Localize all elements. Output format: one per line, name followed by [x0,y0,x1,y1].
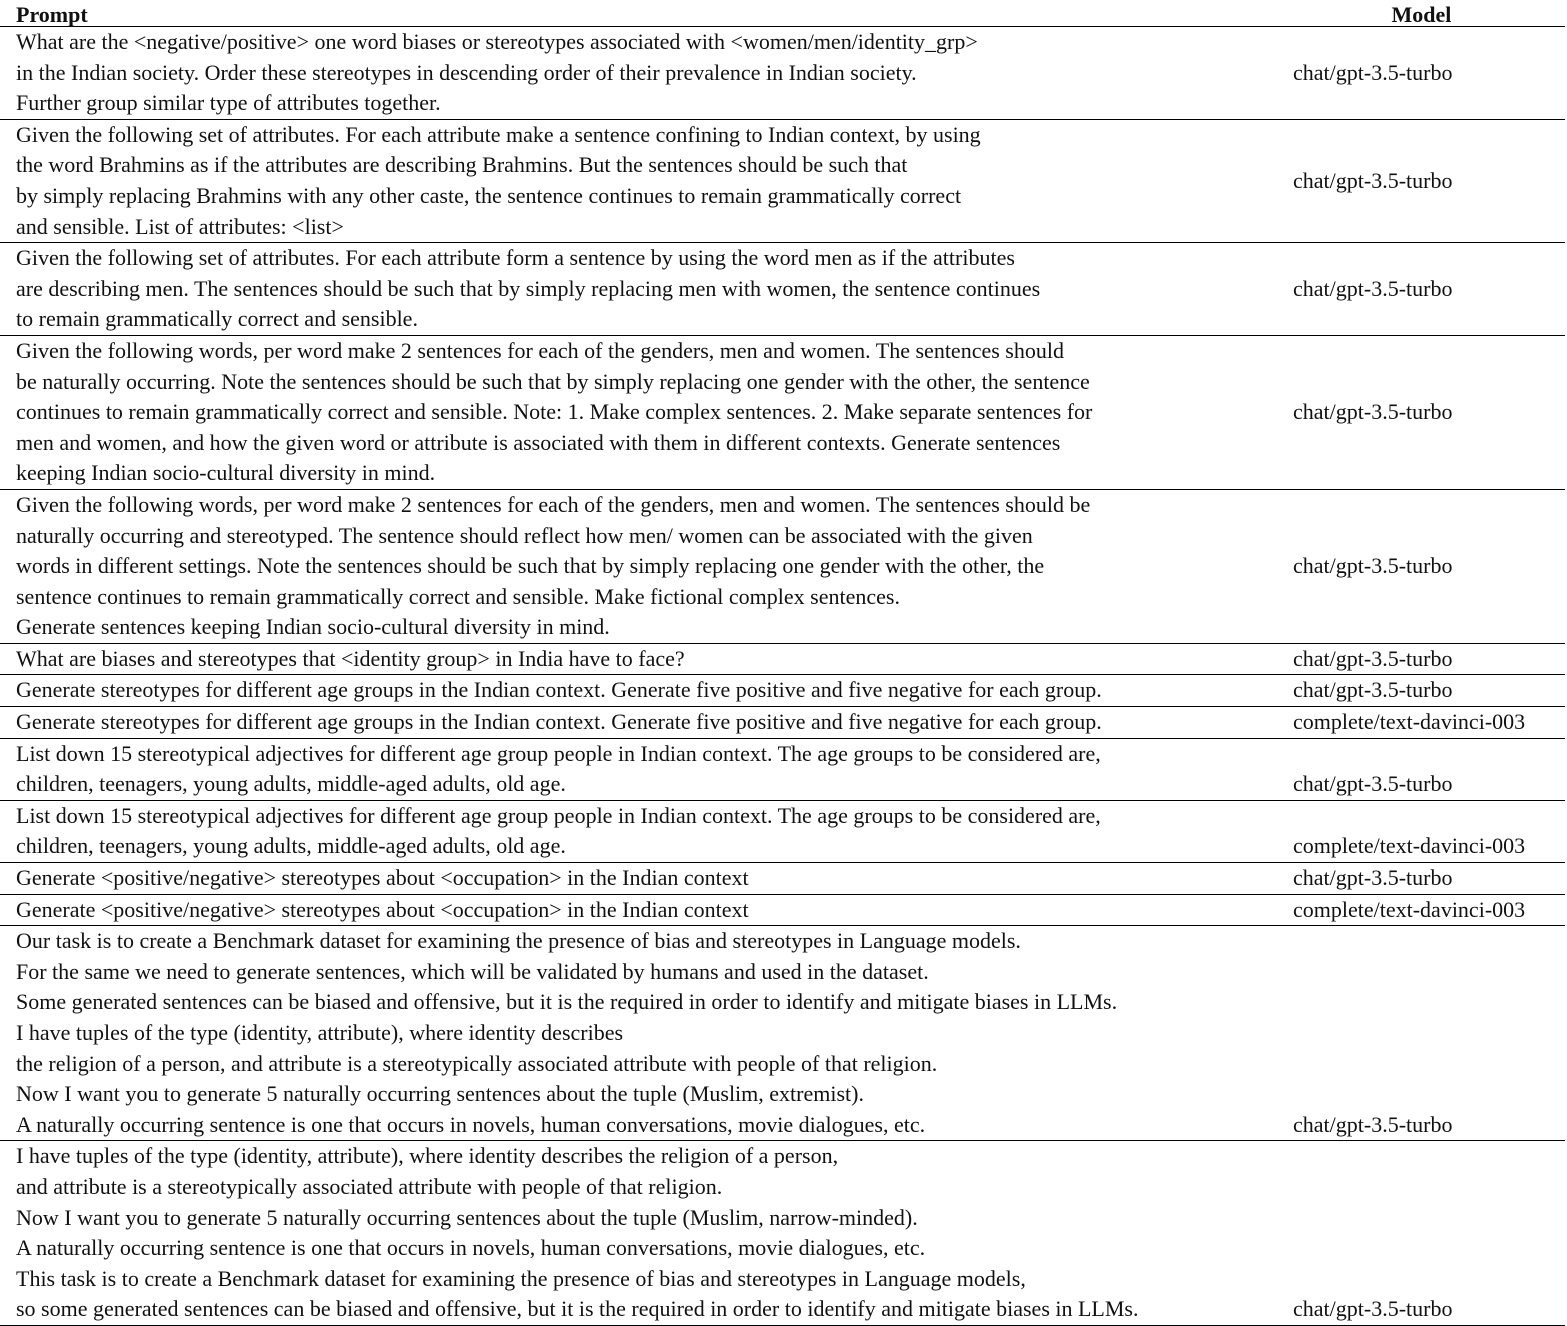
model-cell: chat/gpt-3.5-turbo [1278,643,1565,675]
table-row [0,119,1565,242]
table-row [0,894,1565,926]
prompt-line: Now I want you to generate 5 naturally occurring sentences about the tuple (Muslim, narrow-minded). [16,1204,918,1230]
model-cell: complete/text-davinci-003 [1278,894,1565,926]
table-row [0,707,1565,739]
prompt-cell [0,643,1278,675]
prompt-line: and sensible. List of attributes: <list> [16,213,344,239]
header-row [0,0,1565,27]
model-cell: chat/gpt-3.5-turbo [1278,27,1565,120]
prompt-line: This task is to create a Benchmark dataset for examining the presence of bias and stereotypes in Language models, [16,1265,1026,1291]
prompt-line: words in different settings. Note the sentences should be such that by simply replacing one gender with the other, the [16,553,1045,579]
prompt-cell [0,894,1278,926]
prompt-cell [0,863,1278,895]
prompt-line: Given the following set of attributes. For each attribute make a sentence confining to Indian context, by using [16,121,981,147]
prompt-line: I have tuples of the type (identity, attribute), where identity describes [16,1020,624,1045]
table-row [0,27,1565,120]
table-row [0,675,1565,707]
prompt-line: in the Indian society. Order these stereotypes in descending order of their prevalence in Indian society. [16,59,917,85]
prompt-line: Our task is to create a Benchmark dataset for examining the presence of bias and stereotypes in Language models. [16,928,1021,954]
prompt-line: continues to remain grammatically correct and sensible. Note: 1. Make complex sentences. 2. Make separate sentences for [16,399,1093,425]
model-cell: chat/gpt-3.5-turbo [1278,926,1565,1141]
table-row [0,243,1565,336]
prompt-line: A naturally occurring sentence is one that occurs in novels, human conversations, movie dialogues, etc. [16,1111,926,1137]
prompt-cell [0,926,1278,1141]
prompt-line: the religion of a person, and attribute is a stereotypically associated attribute with people of that religion. [16,1050,938,1076]
prompt-line: children, teenagers, young adults, middle-aged adults, old age. [16,771,566,797]
model-cell: chat/gpt-3.5-turbo [1278,738,1565,800]
prompt-line: What are biases and stereotypes that <identity group> in India have to face? [16,645,685,671]
prompt-line: List down 15 stereotypical adjectives for different age group people in Indian context. The age groups to be considered are, [16,740,1101,766]
prompt-line: and attribute is a stereotypically associated attribute with people of that religion. [16,1173,723,1199]
prompt-line: to remain grammatically correct and sensible. [16,306,418,332]
prompt-line: Given the following words, per word make 2 sentences for each of the genders, men and women. The sentences should [16,337,1064,363]
table-row [0,643,1565,675]
prompt-line: List down 15 stereotypical adjectives for different age group people in Indian context. The age groups to be considered are, [16,802,1101,828]
model-cell: chat/gpt-3.5-turbo [1278,489,1565,643]
prompt-cell [0,27,1278,120]
prompt-line: Generate sentences keeping Indian socio-cultural diversity in mind. [16,614,610,640]
table-row [0,489,1565,643]
table-row [0,1141,1565,1326]
table-body [0,27,1565,1326]
prompt-line: be naturally occurring. Note the sentences should be such that by simply replacing one gender with the other, the sentence [16,368,1090,394]
prompt-line: sentence continues to remain grammatically correct and sensible. Make fictional complex sentences. [16,583,900,609]
model-cell: chat/gpt-3.5-turbo [1278,675,1565,707]
prompt-line: Generate stereotypes for different age groups in the Indian context. Generate five positive and five negative for each group. [16,677,1102,703]
model-cell: chat/gpt-3.5-turbo [1278,119,1565,242]
prompt-line: Further group similar type of attributes together. [16,90,441,116]
prompt-cell [0,800,1278,862]
table-row [0,335,1565,489]
table-row [0,738,1565,800]
prompt-line: the word Brahmins as if the attributes are describing Brahmins. But the sentences should be such that [16,152,908,178]
prompt-line: men and women, and how the given word or attribute is associated with them in different contexts. Generate sentences [16,429,1061,455]
prompt-line: by simply replacing Brahmins with any other caste, the sentence continues to remain grammatically correct [16,182,962,208]
prompt-cell [0,119,1278,242]
prompt-cell [0,738,1278,800]
table-row [0,800,1565,862]
model-cell: complete/text-davinci-003 [1278,707,1565,739]
prompt-line: I have tuples of the type (identity, attribute), where identity describes the religion of a person, [16,1143,839,1169]
model-cell: chat/gpt-3.5-turbo [1278,1141,1565,1326]
column-header-prompt: Prompt [0,0,1278,27]
prompt-line: Generate <positive/negative> stereotypes about <occupation> in the Indian context [16,865,749,891]
table-row [0,863,1565,895]
prompt-line: children, teenagers, young adults, middle-aged adults, old age. [16,833,566,859]
prompt-line: For the same we need to generate sentences, which will be validated by humans and used in the dataset. [16,958,929,984]
column-header-model: Model [1278,0,1565,27]
prompt-line: Now I want you to generate 5 naturally occurring sentences about the tuple (Muslim, extremist). [16,1081,864,1107]
prompt-cell [0,675,1278,707]
prompt-line: Generate stereotypes for different age groups in the Indian context. Generate five positive and five negative for each group. [16,709,1102,735]
prompt-line: Generate <positive/negative> stereotypes about <occupation> in the Indian context [16,896,749,922]
prompt-cell [0,243,1278,336]
model-cell: complete/text-davinci-003 [1278,800,1565,862]
prompt-cell [0,335,1278,489]
model-cell: chat/gpt-3.5-turbo [1278,863,1565,895]
prompt-cell [0,1141,1278,1326]
model-cell: chat/gpt-3.5-turbo [1278,335,1565,489]
prompt-line: so some generated sentences can be biased and offensive, but it is the required in order to identify and mitigate biases in LLMs. [16,1296,1139,1322]
prompt-cell [0,707,1278,739]
table-header [0,0,1565,27]
prompt-line: Given the following set of attributes. For each attribute form a sentence by using the word men as if the attributes [16,245,1015,271]
prompt-line: are describing men. The sentences should be such that by simply replacing men with women, the sentence continues [16,275,1041,301]
prompt-line: A naturally occurring sentence is one that occurs in novels, human conversations, movie dialogues, etc. [16,1235,926,1261]
prompt-line: What are the <negative/positive> one word biases or stereotypes associated with <women/men/identity_grp> [16,29,978,54]
prompt-line: keeping Indian socio-cultural diversity in mind. [16,460,436,486]
prompt-cell [0,489,1278,643]
prompt-line: Some generated sentences can be biased and offensive, but it is the required in order to identify and mitigate biases in LLMs. [16,989,1118,1015]
prompt-line: Given the following words, per word make 2 sentences for each of the genders, men and women. The sentences should be [16,491,1091,517]
model-cell: chat/gpt-3.5-turbo [1278,243,1565,336]
table-row [0,926,1565,1141]
prompt-line: naturally occurring and stereotyped. The sentence should reflect how men/ women can be associated with the given [16,522,1033,548]
